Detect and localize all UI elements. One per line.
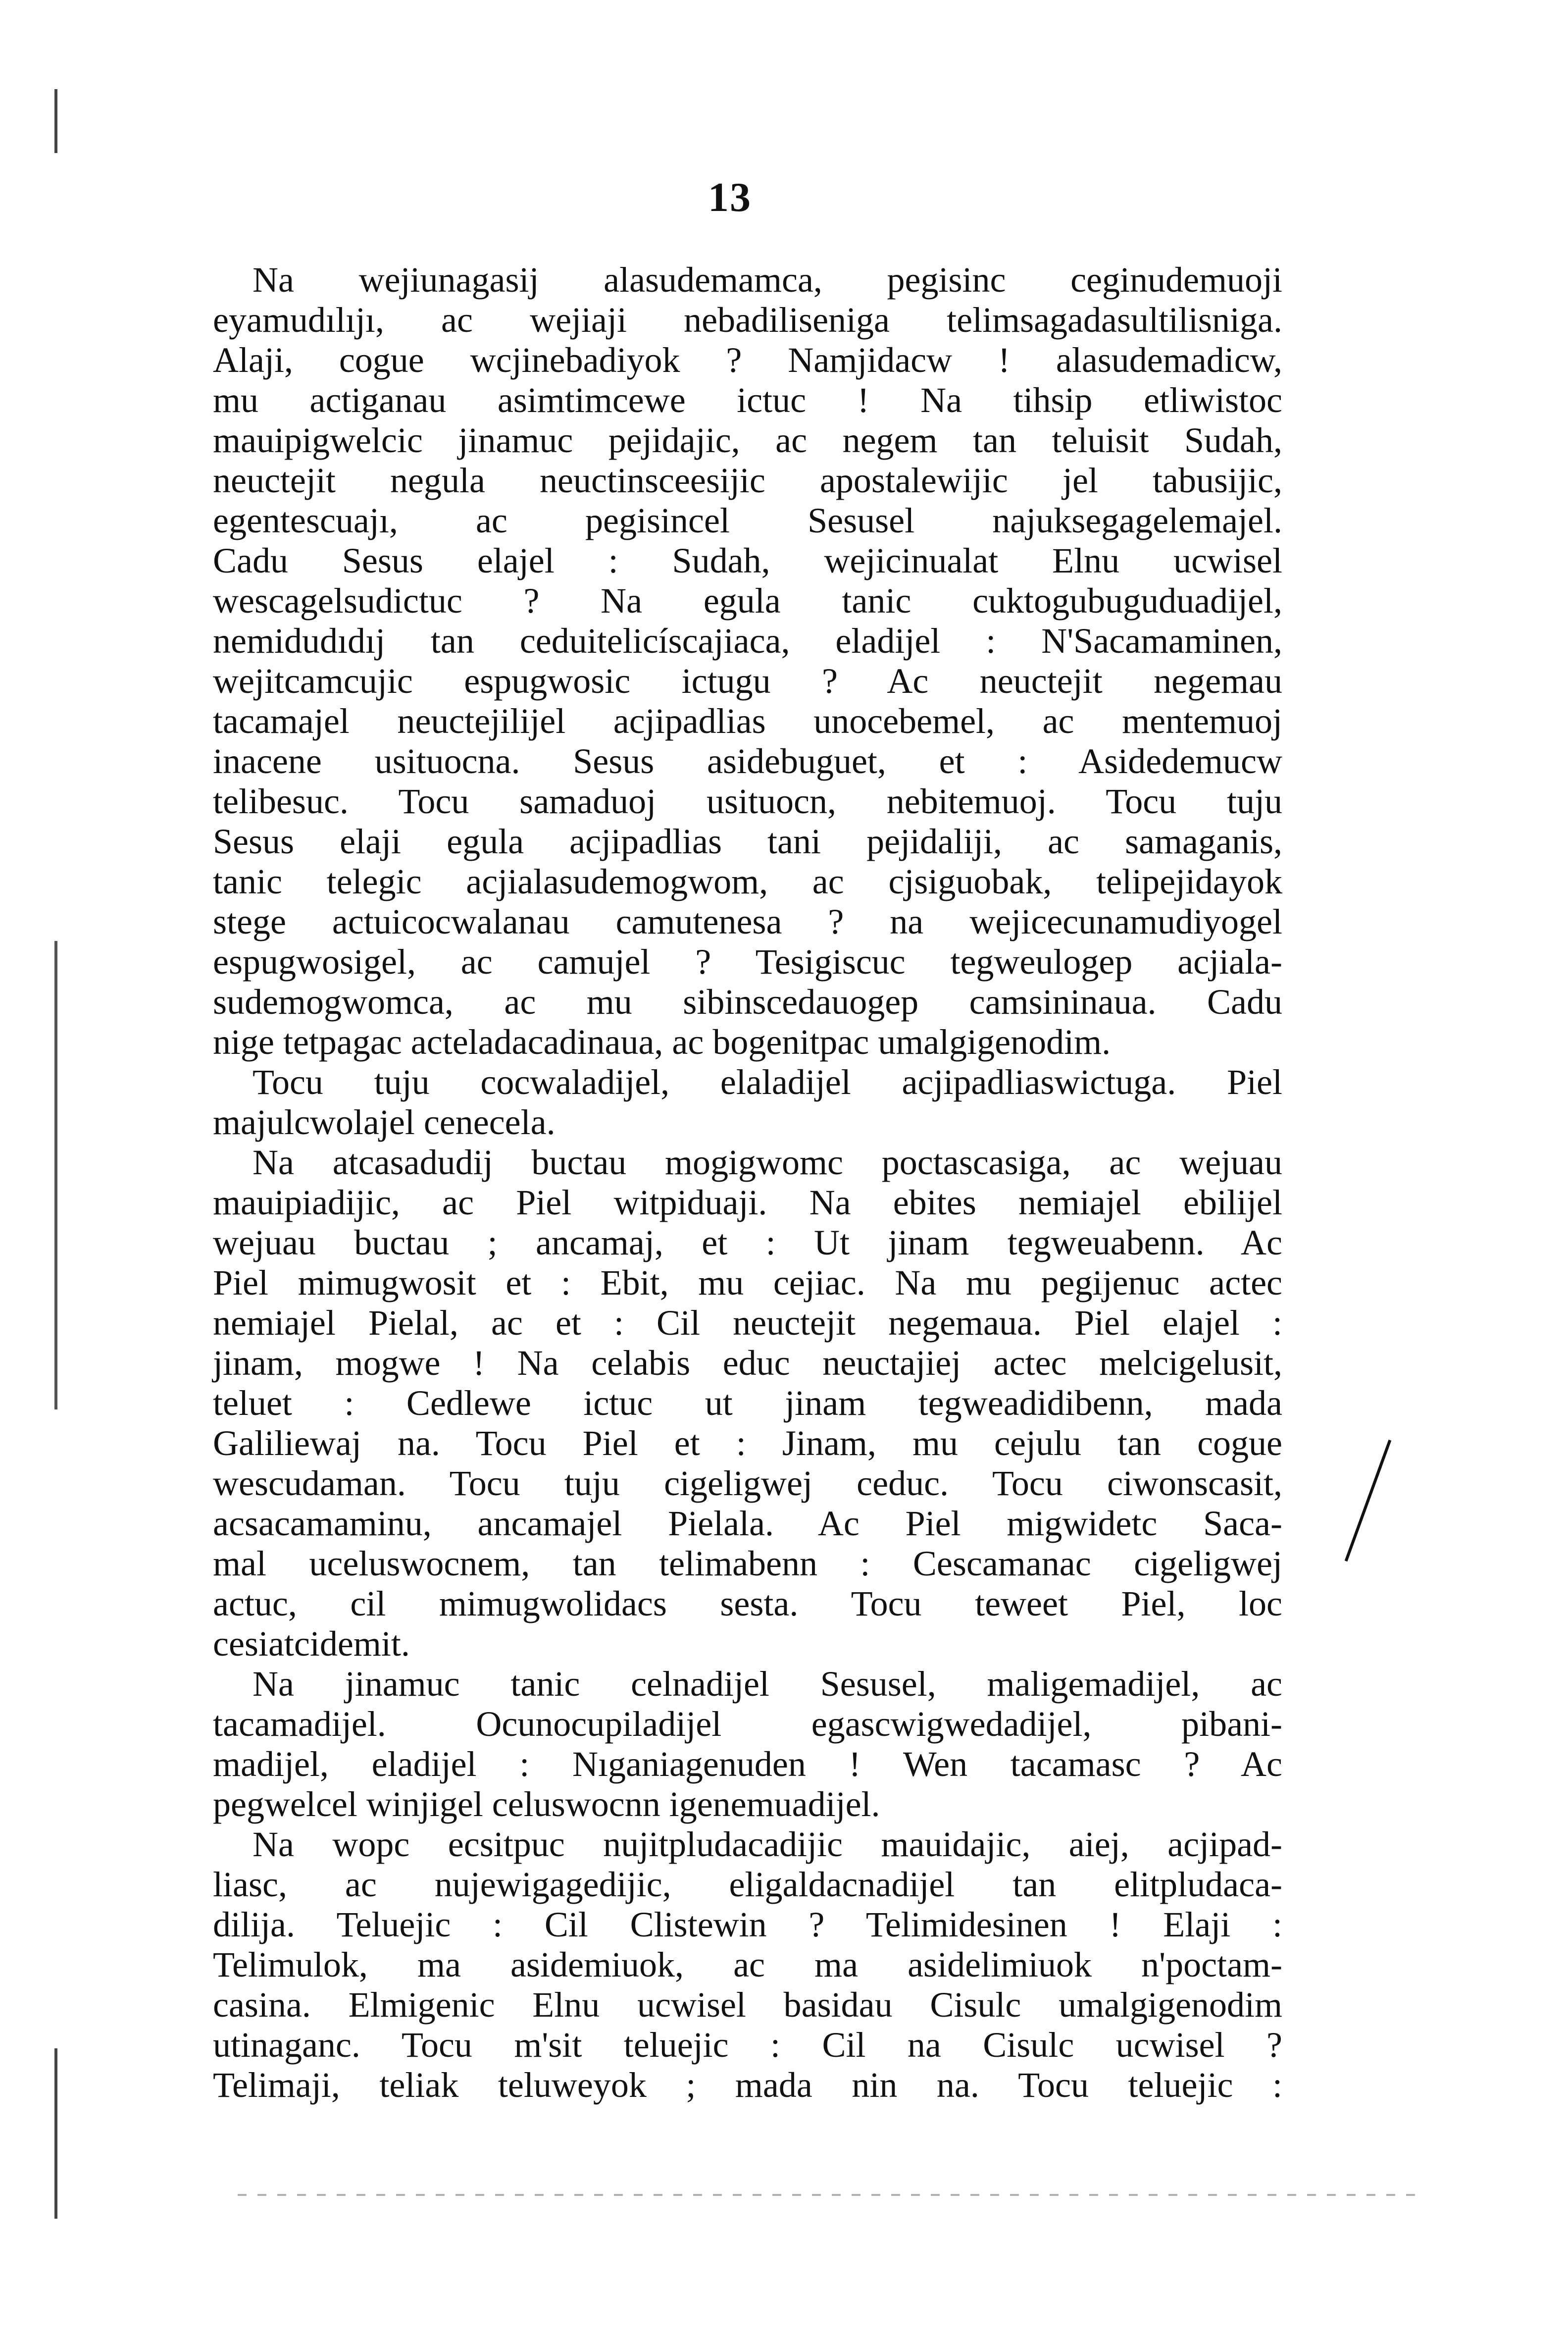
text-line: casina. Elmigenic Elnu ucwisel basidau Cisulc umalgigenodim: [213, 1985, 1282, 2025]
text-line: wejitcamcujic espugwosic ictugu ? Ac neuctejit negemau: [213, 661, 1282, 701]
text-line: telibesuc. Tocu samaduoj usituocn, nebitemuoj. Tocu tuju: [213, 781, 1282, 821]
text-line: tacamajel neuctejilijel acjipadlias unocebemel, ac mentemuoj: [213, 701, 1282, 741]
text-line: Na atcasadudij buctau mogigwomc poctascasiga, ac wejuau: [253, 1143, 1282, 1182]
margin-slash-mark: [1345, 1440, 1392, 1562]
text-line: Na jinamuc tanic celnadijel Sesusel, maligemadijel, ac: [253, 1664, 1282, 1704]
text-line: acsacamaminu, ancamajel Pielala. Ac Piel migwidetc Saca-: [213, 1504, 1282, 1543]
text-line: Tocu tuju cocwaladijel, elaladijel acjipadliaswictuga. Piel: [253, 1062, 1282, 1102]
text-line: mauipigwelcic jinamuc pejidajic, ac negem tan teluisit Sudah,: [213, 420, 1282, 460]
text-line: Na wopc ecsitpuc nujitpludacadijic mauidajic, aiej, acjipad-: [253, 1824, 1282, 1864]
text-line: Cadu Sesus elajel : Sudah, wejicinualat Elnu ucwisel: [213, 541, 1282, 580]
text-line: Sesus elaji egula acjipadlias tani pejidaliji, ac samaganis,: [213, 822, 1282, 861]
text-line: Telimulok, ma asidemiuok, ac ma asidelimiuok n'poctam-: [213, 1945, 1282, 1984]
text-line: Piel mimugwosit et : Ebit, mu cejiac. Na mu pegijenuc actec: [213, 1263, 1282, 1302]
text-line: pegwelcel winjigel celuswocnn igenemuadijel.: [213, 1784, 880, 1824]
text-line: wejuau buctau ; ancamaj, et : Ut jinam tegweuabenn. Ac: [213, 1223, 1282, 1262]
text-line: nige tetpagac acteladacadinaua, ac bogenitpac umalgigenodim.: [213, 1022, 1111, 1062]
text-line: teluet : Cedlewe ictuc ut jinam tegweadidibenn, mada: [213, 1383, 1282, 1423]
text-line: wescagelsudictuc ? Na egula tanic cuktogubuguduadijel,: [213, 581, 1282, 621]
page-number: 13: [708, 174, 752, 220]
text-line: neuctejit negula neuctinsceesijic apostalewijic jel tabusijic,: [213, 461, 1282, 500]
text-line: madijel, eladijel : Nıganiagenuden ! Wen tacamasc ? Ac: [213, 1744, 1282, 1784]
text-line: wescudaman. Tocu tuju cigeligwej ceduc. Tocu ciwonscasit,: [213, 1463, 1282, 1503]
text-line: tacamadijel. Ocunocupiladijel egascwigwedadijel, pibani-: [213, 1704, 1282, 1744]
text-line: jinam, mogwe ! Na celabis educ neuctajiej actec melcigelusit,: [213, 1343, 1282, 1383]
text-line: nemiajel Pielal, ac et : Cil neuctejit negemaua. Piel elajel :: [213, 1303, 1282, 1343]
text-line: inacene usituocna. Sesus asidebuguet, et : Asidedemucw: [213, 741, 1282, 781]
text-line: sudemogwomca, ac mu sibinscedauogep camsininaua. Cadu: [213, 982, 1282, 1022]
body-text: [213, 260, 1282, 2105]
text-line: espugwosigel, ac camujel ? Tesigiscuc tegweulogep acjiala-: [213, 942, 1282, 982]
text-line: Na wejiunagasij alasudemamca, pegisinc ceginudemuoji: [253, 260, 1282, 300]
text-line: actuc, cil mimugwolidacs sesta. Tocu teweet Piel, loc: [213, 1584, 1282, 1623]
text-line: Alaji, cogue wcjinebadiyok ? Namjidacw ! alasudemadicw,: [213, 340, 1282, 380]
text-line: cesiatcidemit.: [213, 1624, 410, 1664]
text-line: nemidudıdıj tan ceduitelicíscajiaca, eladijel : N'Sacamaminen,: [213, 621, 1282, 661]
text-line: mu actiganau asimtimcewe ictuc ! Na tihsip etliwistoc: [213, 380, 1282, 420]
text-line: eyamudılıjı, ac wejiaji nebadiliseniga telimsagadasultilisniga.: [213, 300, 1282, 340]
bottom-scan-noise: [238, 2194, 1426, 2196]
text-line: Telimaji, teliak teluweyok ; mada nin na. Tocu teluejic :: [213, 2065, 1282, 2105]
scan-binding-edge: [54, 89, 57, 2219]
text-line: tanic telegic acjialasudemogwom, ac cjsiguobak, telipejidayok: [213, 862, 1282, 901]
text-line: egentescuajı, ac pegisincel Sesusel najuksegagelemajel.: [213, 501, 1282, 540]
text-line: majulcwolajel cenecela.: [213, 1102, 556, 1142]
text-line: liasc, ac nujewigagedijic, eligaldacnadijel tan elitpludaca-: [213, 1865, 1282, 1904]
text-line: dilija. Teluejic : Cil Clistewin ? Telimidesinen ! Elaji :: [213, 1905, 1282, 1944]
text-line: stege actuicocwalanau camutenesa ? na wejicecunamudiyogel: [213, 902, 1282, 941]
text-line: mauipiadijic, ac Piel witpiduaji. Na ebites nemiajel ebilijel: [213, 1183, 1282, 1222]
text-line: Galiliewaj na. Tocu Piel et : Jinam, mu cejulu tan cogue: [213, 1423, 1282, 1463]
text-line: mal uceluswocnem, tan telimabenn : Cescamanac cigeligwej: [213, 1544, 1282, 1583]
text-line: utinaganc. Tocu m'sit teluejic : Cil na Cisulc ucwisel ?: [213, 2025, 1282, 2065]
